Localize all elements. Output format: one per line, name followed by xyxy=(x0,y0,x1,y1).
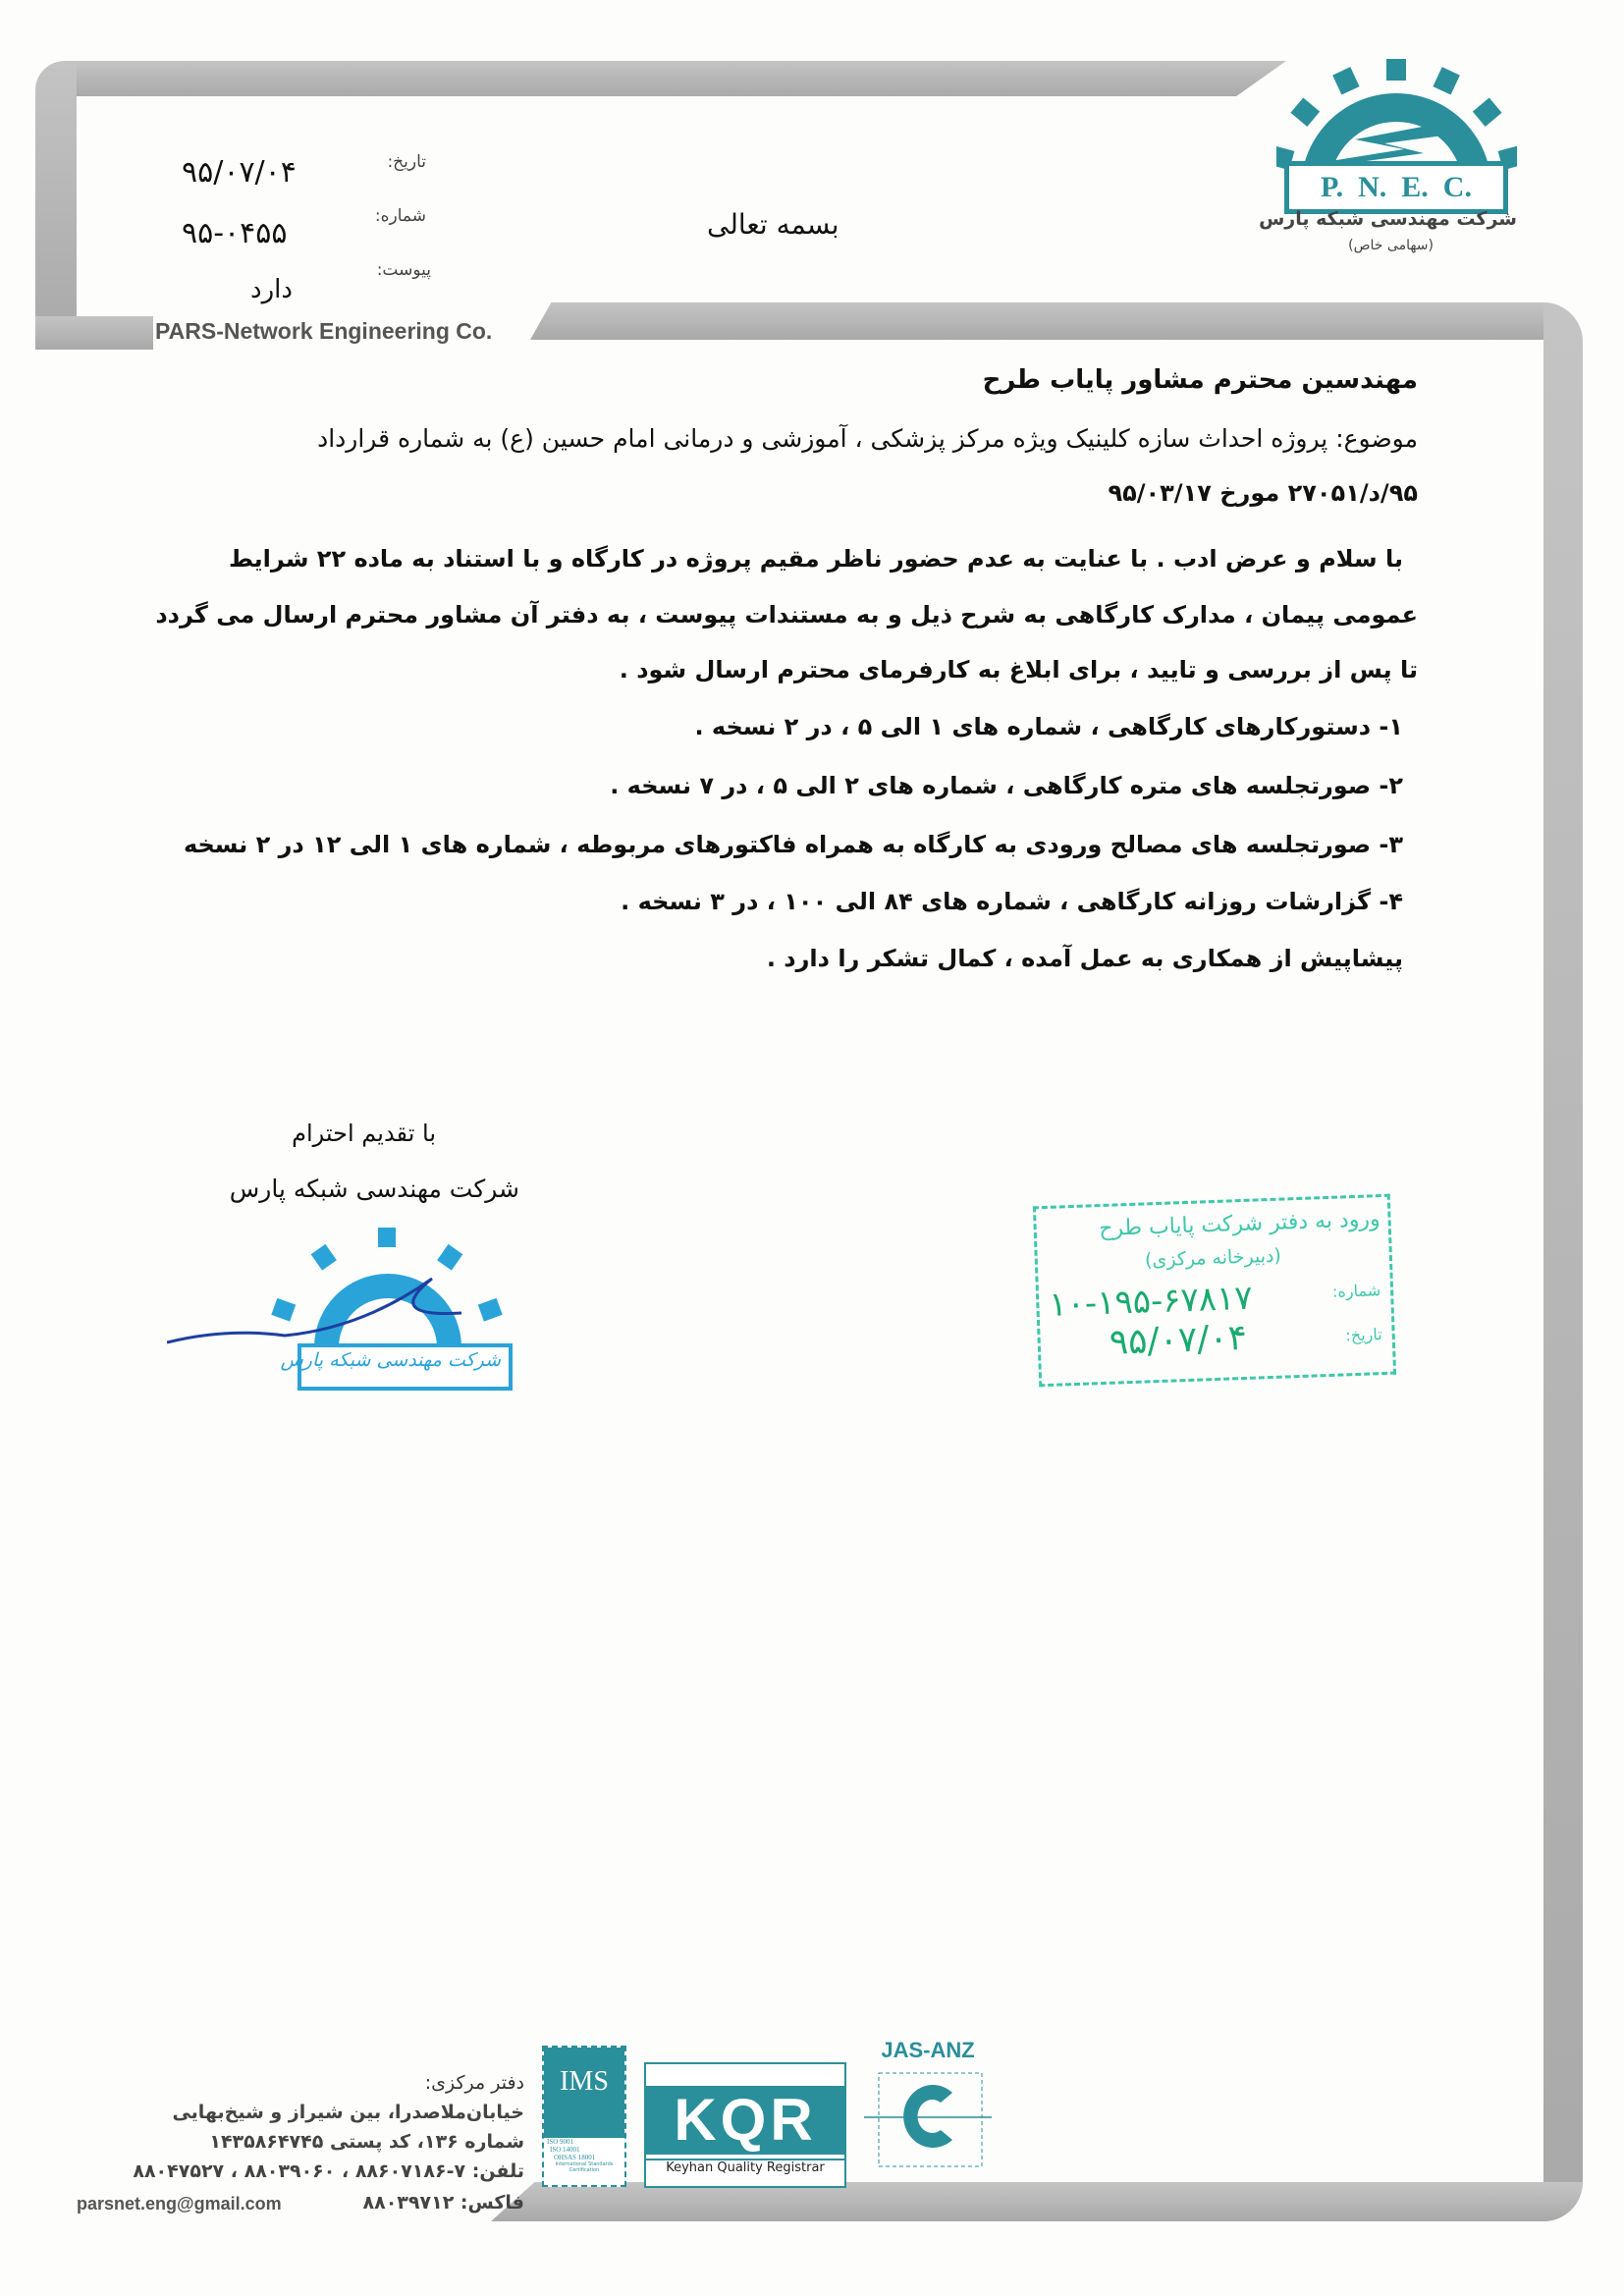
list-item: ۳- صورتجلسه های مصالح ورودی به کارگاه به همراه فاکتورهای مربوطه ، شماره های ۱ الی ۱۲ در ۲ نسخه xyxy=(183,831,1403,858)
ims-iso-line: ISO 9001 xyxy=(547,2138,574,2146)
receipt-stamp xyxy=(1033,1194,1396,1388)
frame-top-band xyxy=(39,61,1286,96)
company-latin-name: PARS-Network Engineering Co. xyxy=(155,318,493,344)
list-item: ۴- گزارشات روزانه کارگاهی ، شماره های ۸۴ الی ۱۰۰ ، در ۳ نسخه . xyxy=(621,888,1403,915)
ims-logo-text: IMS xyxy=(544,2048,624,2138)
footer-fax: فاکس: ۸۸۰۳۹۷۱۲ xyxy=(362,2192,524,2214)
attachment-value: دارد xyxy=(250,275,293,304)
footer-office-label: دفتر مرکزی: xyxy=(424,2072,524,2094)
subject-line-2: ۹۵/د/۲۷۰۵۱ مورخ ۹۵/۰۳/۱۷ xyxy=(1108,479,1418,507)
logo-acronym: P. N. E. C. xyxy=(1321,171,1472,203)
frame-header-band xyxy=(35,316,153,350)
number-value: ۹۵-۰۴۵۵ xyxy=(182,216,288,250)
frame-left-band xyxy=(35,61,77,341)
company-seal xyxy=(167,1220,545,1396)
stamp-subtitle: (دبیرخانه مرکزی) xyxy=(1144,1244,1282,1272)
jas-anz-cert-logo xyxy=(864,2038,992,2185)
kqr-caption: Keyhan Quality Registrar xyxy=(646,2159,844,2175)
footer-address-line-1: خیابان‌ملاصدرا، بین شیراز و شیخ‌بهایی xyxy=(172,2102,524,2123)
paragraph-line: با سلام و عرض ادب . با عنایت به عدم حضور ناظر مقیم پروژه در کارگاه و با استناد به ماده ۲۲ شرایط xyxy=(228,545,1403,573)
invocation: بسمه تعالی xyxy=(707,208,839,241)
stamp-title: ورود به دفتر شرکت پایاب طرح xyxy=(1098,1207,1381,1242)
list-item: ۱- دستورکارهای کارگاهی ، شماره های ۱ الی ۵ ، در ۲ نسخه . xyxy=(694,713,1403,740)
paragraph-line: تا پس از بررسی و تایید ، برای ابلاغ به کارفرمای محترم ارسال شود . xyxy=(619,656,1418,683)
logo-acronym-box xyxy=(1284,161,1508,214)
company-logo xyxy=(1259,51,1517,267)
ims-iso-line: ISO 14001 xyxy=(550,2146,580,2154)
paragraph-line: عمومی پیمان ، مدارک کارگاهی به شرح ذیل و به مستندات پیوست ، به دفتر آن مشاور محترم ارسال می گردد xyxy=(155,601,1418,629)
kqr-logo-text: KQR xyxy=(646,2086,844,2155)
company-name-fa: شرکت مهندسی شبکه پارس xyxy=(1259,208,1517,230)
list-item: ۲- صورتجلسه های متره کارگاهی ، شماره های ۲ الی ۵ ، در ۷ نسخه . xyxy=(610,772,1403,799)
ims-iso-line: Certification xyxy=(568,2167,600,2173)
frame-header-band-right xyxy=(530,302,1581,340)
stamp-number-label: شماره: xyxy=(1331,1281,1381,1301)
stamp-date-value: ۹۵/۰۷/۰۴ xyxy=(1109,1317,1248,1363)
ims-iso-line: International Standards xyxy=(555,2161,614,2167)
footer-address-line-2: شماره ۱۳۶، کد پستی ۱۴۳۵۸۶۴۷۴۵ xyxy=(209,2131,524,2153)
closing-line: پیشاپیش از همکاری به عمل آمده ، کمال تشکر را دارد . xyxy=(766,945,1403,972)
footer-email[interactable]: parsnet.eng@gmail.com xyxy=(77,2194,282,2214)
addressee: مهندسین محترم مشاور پایاب طرح xyxy=(982,365,1418,395)
kqr-cert-logo xyxy=(644,2062,846,2188)
frame-right-band xyxy=(1543,302,1583,2217)
company-type: (سهامی خاص) xyxy=(1348,238,1434,253)
attachment-label: پیوست: xyxy=(376,260,431,280)
regards: با تقدیم احترام xyxy=(292,1120,436,1147)
footer-phone: تلفن: ۷-۸۸۶۰۷۱۸۶ ، ۸۸۰۳۹۰۶۰ ، ۸۸۰۴۷۵۲۷ xyxy=(133,2160,524,2182)
subject-line-1: موضوع: پروژه احداث سازه کلینیک ویژه مرکز پزشکی ، آموزشی و درمانی امام حسین (ع) به شماره قرارداد xyxy=(317,424,1418,453)
date-label: تاریخ: xyxy=(387,152,426,172)
signatory: شرکت مهندسی شبکه پارس xyxy=(229,1175,519,1203)
date-value: ۹۵/۰۷/۰۴ xyxy=(182,155,297,190)
jas-anz-text: JAS-ANZ xyxy=(881,2038,975,2062)
number-label: شماره: xyxy=(374,206,426,226)
stamp-number-value: ۱۰-۱۹۵-۶۷۸۱۷ xyxy=(1048,1278,1254,1325)
seal-text: شرکت مهندسی شبکه پارس xyxy=(280,1349,501,1371)
stamp-date-label: تاریخ: xyxy=(1345,1325,1382,1345)
ims-iso-line: OHSAS 18001 xyxy=(554,2154,596,2161)
ims-cert-logo xyxy=(542,2046,626,2187)
frame-bottom-band xyxy=(491,2182,1583,2221)
jas-anz-c-icon xyxy=(864,2063,992,2176)
